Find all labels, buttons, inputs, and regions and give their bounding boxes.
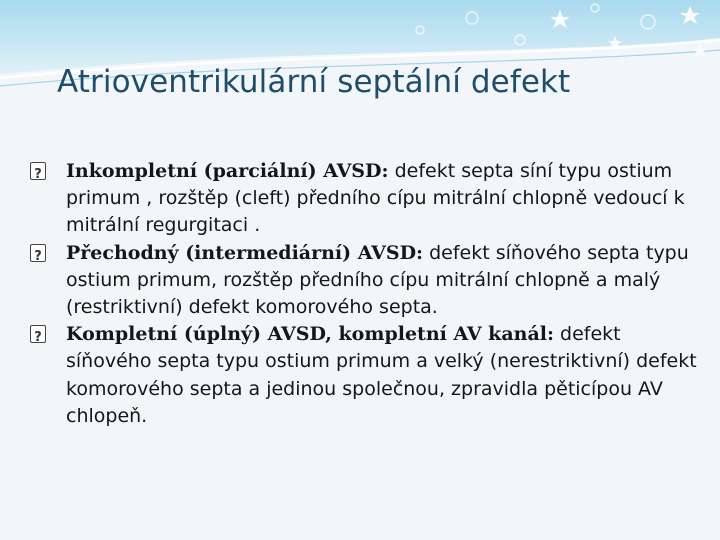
list-item xyxy=(30,240,700,322)
item-text: defekt síňového septa typu ostium primum a velký (nerestriktivní) defekt komorového septa a jedinou společnou, zpravidla pěticípou AV chlopeň. xyxy=(66,323,697,427)
bullet-icon xyxy=(30,325,46,343)
item-term: Kompletní (úplný) AVSD, kompletní AV kanál: xyxy=(66,323,555,346)
list-item xyxy=(30,321,700,430)
bullet-icon xyxy=(30,162,46,180)
bullet-list xyxy=(30,158,700,430)
list-item xyxy=(30,158,700,240)
item-term: Přechodný (intermediární) AVSD: xyxy=(66,241,424,264)
slide-title: Atrioventrikulární septální defekt xyxy=(57,64,571,100)
item-text: defekt síňového septa typu ostium primum, rozštěp předního cípu mitrální chlopně a malý (restriktivní) defekt komorového septa. xyxy=(66,241,689,319)
item-text: defekt septa síní typu ostium primum , rozštěp (cleft) předního cípu mitrální chlopně vedoucí k mitrální regurgitaci . xyxy=(66,160,685,237)
item-term: Inkompletní (parciální) AVSD: xyxy=(66,160,389,182)
bullet-icon xyxy=(30,244,46,262)
